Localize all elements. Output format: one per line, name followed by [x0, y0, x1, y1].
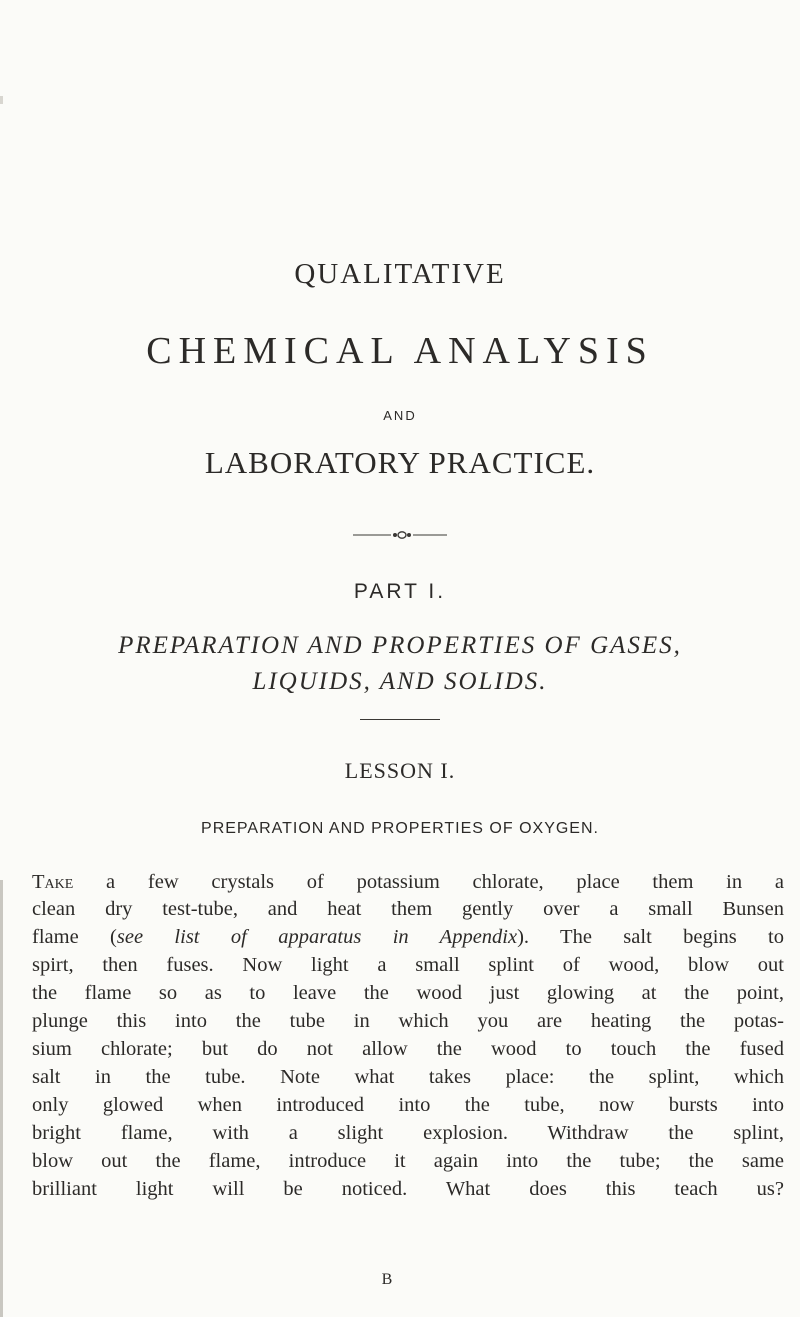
title-line-chemical-analysis: CHEMICAL ANALYSIS	[146, 330, 654, 372]
signature-mark: B	[381, 1271, 393, 1288]
body-line-2: clean dry test-tube, and heat them gently over a small Bunsen	[32, 898, 784, 920]
body-line-7: sium chlorate; but do not allow the wood to touch the fused	[32, 1038, 784, 1060]
section-rule	[360, 719, 440, 720]
body-line-11: blow out the flame, introduce it again into the tube; the same	[32, 1150, 784, 1172]
body-line-10: bright flame, with a slight explosion. Withdraw the splint,	[32, 1122, 784, 1144]
body-line-5: the flame so as to leave the wood just glowing at the point,	[32, 982, 784, 1004]
lesson-title: PREPARATION AND PROPERTIES OF OXYGEN.	[201, 820, 599, 837]
title-line-laboratory-practice: LABORATORY PRACTICE.	[204, 445, 596, 480]
lesson-heading: LESSON I.	[344, 758, 456, 783]
body-text-3a: flame (	[32, 926, 117, 948]
body-line-4: spirt, then fuses. Now light a small splint of wood, blow out	[32, 954, 784, 976]
title-connector-and: AND	[383, 408, 417, 423]
ornament-divider	[353, 530, 447, 540]
part-heading: PART I.	[353, 580, 447, 603]
body-line-12: brilliant light will be noticed. What does this teach us?	[32, 1178, 784, 1200]
body-text-3b: ). The salt begins to	[517, 926, 784, 948]
body-line-1	[32, 869, 784, 895]
part-subtitle-line-2: LIQUIDS, AND SOLIDS.	[252, 668, 548, 695]
body-text-3-italic: see list of apparatus in Appendix	[116, 926, 518, 948]
body-text-1: a few crystals of potassium chlorate, place them in a	[73, 871, 784, 893]
body-lead-word: Take	[32, 871, 74, 893]
title-line-qualitative: QUALITATIVE	[294, 258, 506, 290]
part-subtitle-line-1: PREPARATION AND PROPERTIES OF GASES,	[118, 632, 682, 659]
body-line-9: only glowed when introduced into the tube, now bursts into	[32, 1094, 784, 1116]
body-line-6: plunge this into the tube in which you are heating the potas-	[32, 1010, 784, 1032]
body-line-3	[32, 924, 784, 950]
body-line-8: salt in the tube. Note what takes place: the splint, which	[32, 1066, 784, 1088]
